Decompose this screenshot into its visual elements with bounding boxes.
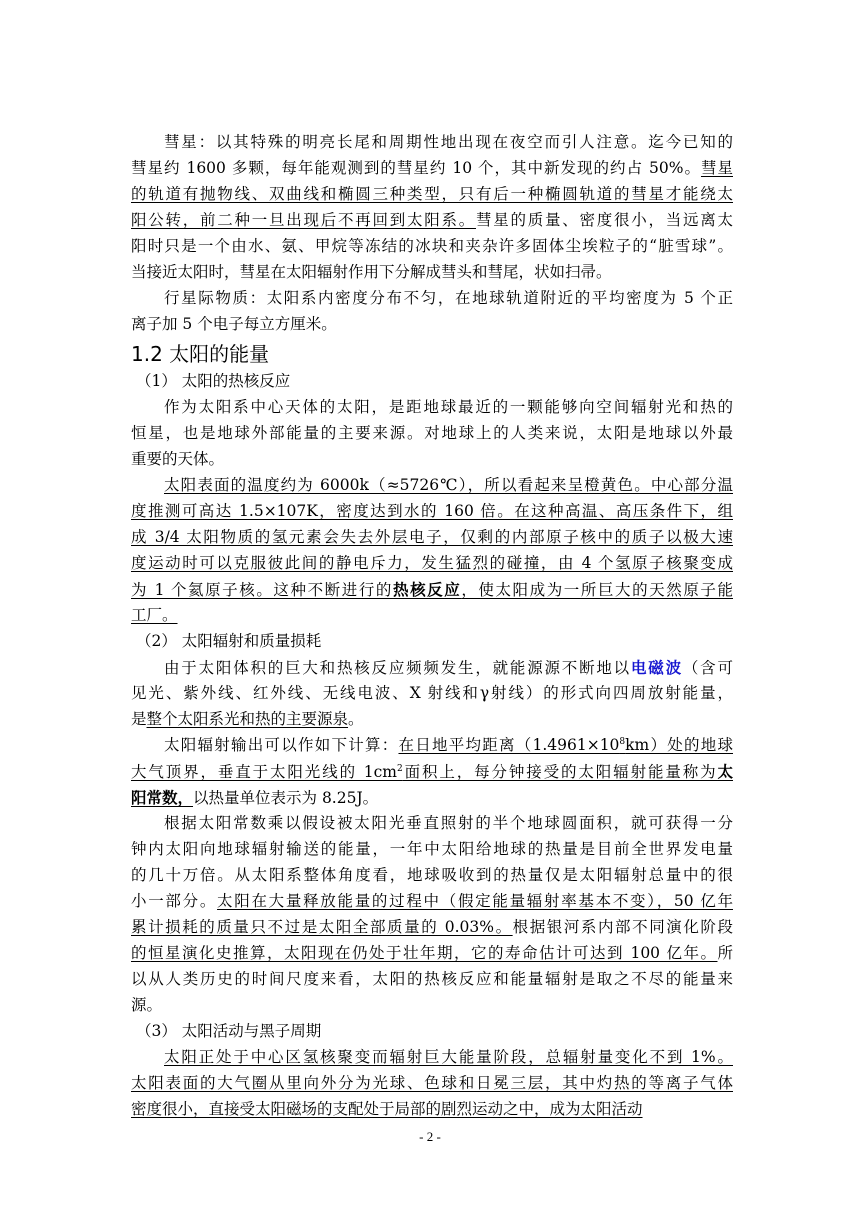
page-number: - 2 -	[419, 1129, 441, 1144]
text-line: 彗星约 1600 多颗，每年能观测到的彗星约 10 个，其中新发现的约占 50%。彗星	[131, 159, 733, 177]
text-line: 阳公转，前二种一旦出现后不再回到太阳系。彗星的质量、密度很小，当远离太	[131, 211, 733, 229]
text-line: 钟内太阳向地球辐射输送的能量，一年中太阳给地球的热量是目前全世界发电量	[131, 840, 733, 858]
section-heading: 1.2 太阳的能量	[131, 342, 270, 366]
text-line: 度运动时可以克服彼此间的静电斥力，发生猛烈的碰撞，由 4 个氢原子核聚变成	[131, 554, 733, 572]
text-line: 为 1 个氦原子核。这种不断进行的热核反应，使太阳成为一所巨大的天然原子能	[131, 580, 733, 599]
text-line: 成 3/4 太阳物质的氢元素会失去外层电子，仅剩的内部原子核中的质子以极大速	[131, 528, 733, 546]
text-line: 源。	[131, 996, 163, 1014]
text-line: 离子加 5 个电子每立方厘米。	[131, 315, 337, 333]
text-line: 累计损耗的质量只不过是太阳全部质量的 0.03%。根据银河系内部不同演化阶段	[131, 918, 733, 936]
text-line: 太阳表面的温度约为 6000k（≈5726℃），所以看起来呈橙黄色。中心部分温	[164, 476, 733, 494]
text-line: 恒星，也是地球外部能量的主要来源。对地球上的人类来说，太阳是地球以外最	[131, 424, 733, 442]
text-line: 太阳辐射输出可以作如下计算：在日地平均距离$(1.4961\times 10^8km)$处的地球	[164, 736, 733, 754]
text-line: 彗星：以其特殊的明亮长尾和周期性地出现在夜空而引人注意。迄今已知的	[164, 133, 733, 151]
text-line: 见光、紫外线、红外线、无线电波、X 射线和γ射线）的形式向四周放射能量，	[131, 684, 733, 702]
subsection-heading: （1） 太阳的热核反应	[136, 372, 291, 390]
text-line: 的恒星演化史推算，太阳现在仍处于壮年期，它的寿命估计可达到 100 亿年。所	[131, 944, 733, 962]
text-line: 度推测可高达 1.5×107K，密度达到水的 160 倍。在这种高温、高压条件下，组	[131, 502, 733, 520]
text-line: 根据太阳常数乘以假设被太阳光垂直照射的半个地球圆面积，就可获得一分	[164, 814, 733, 832]
text-line: 的几十万倍。从太阳系整体角度看，地球吸收到的热量仅是太阳辐射总量中的很	[131, 866, 733, 884]
text-line: 重要的天体。	[131, 450, 225, 468]
subsection-heading: （2） 太阳辐射和质量损耗	[136, 632, 322, 650]
text-line: 阳常数，以热量单位表示为 8.25J。	[131, 788, 379, 807]
text-line: 工厂。	[131, 606, 178, 624]
text-line: 作为太阳系中心天体的太阳，是距地球最近的一颗能够向空间辐射光和热的	[164, 398, 733, 416]
text-line: 由于太阳体积的巨大和热核反应频频发生，就能源源不断地以电磁波（含可	[164, 658, 733, 677]
text-line: 是整个太阳系光和热的主要源泉。	[131, 710, 364, 728]
text-line: 的轨道有抛物线、双曲线和椭圆三种类型，只有后一种椭圆轨道的彗星才能绕太	[131, 185, 733, 203]
text-line: 阳时只是一个由水、氨、甲烷等冻结的冰块和夹杂许多固体尘埃粒子的“脏雪球”。	[131, 237, 733, 255]
text-line: 小一部分。太阳在大量释放能量的过程中（假定能量辐射率基本不变），50 亿年	[131, 892, 733, 910]
text-line: 太阳正处于中心区氢核聚变而辐射巨大能量阶段，总辐射量变化不到 1%。	[164, 1048, 733, 1066]
text-line: 密度很小，直接受太阳磁场的支配处于局部的剧烈运动之中，成为太阳活动	[131, 1100, 643, 1118]
text-line: 当接近太阳时，彗星在太阳辐射作用下分解成彗头和彗尾，状如扫帚。	[131, 263, 612, 281]
text-line: 太阳表面的大气圈从里向外分为光球、色球和日冕三层，其中灼热的等离子气体	[131, 1074, 733, 1092]
text-line: 行星际物质：太阳系内密度分布不匀，在地球轨道附近的平均密度为 5 个正	[164, 289, 733, 307]
subsection-heading: （3） 太阳活动与黑子周期	[136, 1022, 322, 1040]
text-line: 以从人类历史的时间尺度来看，太阳的热核反应和能量辐射是取之不尽的能量来	[131, 970, 733, 988]
text-line: 大气顶界，垂直于太阳光线的 $1cm^2$面积上，每分钟接受的太阳辐射能量称为太	[131, 762, 733, 781]
